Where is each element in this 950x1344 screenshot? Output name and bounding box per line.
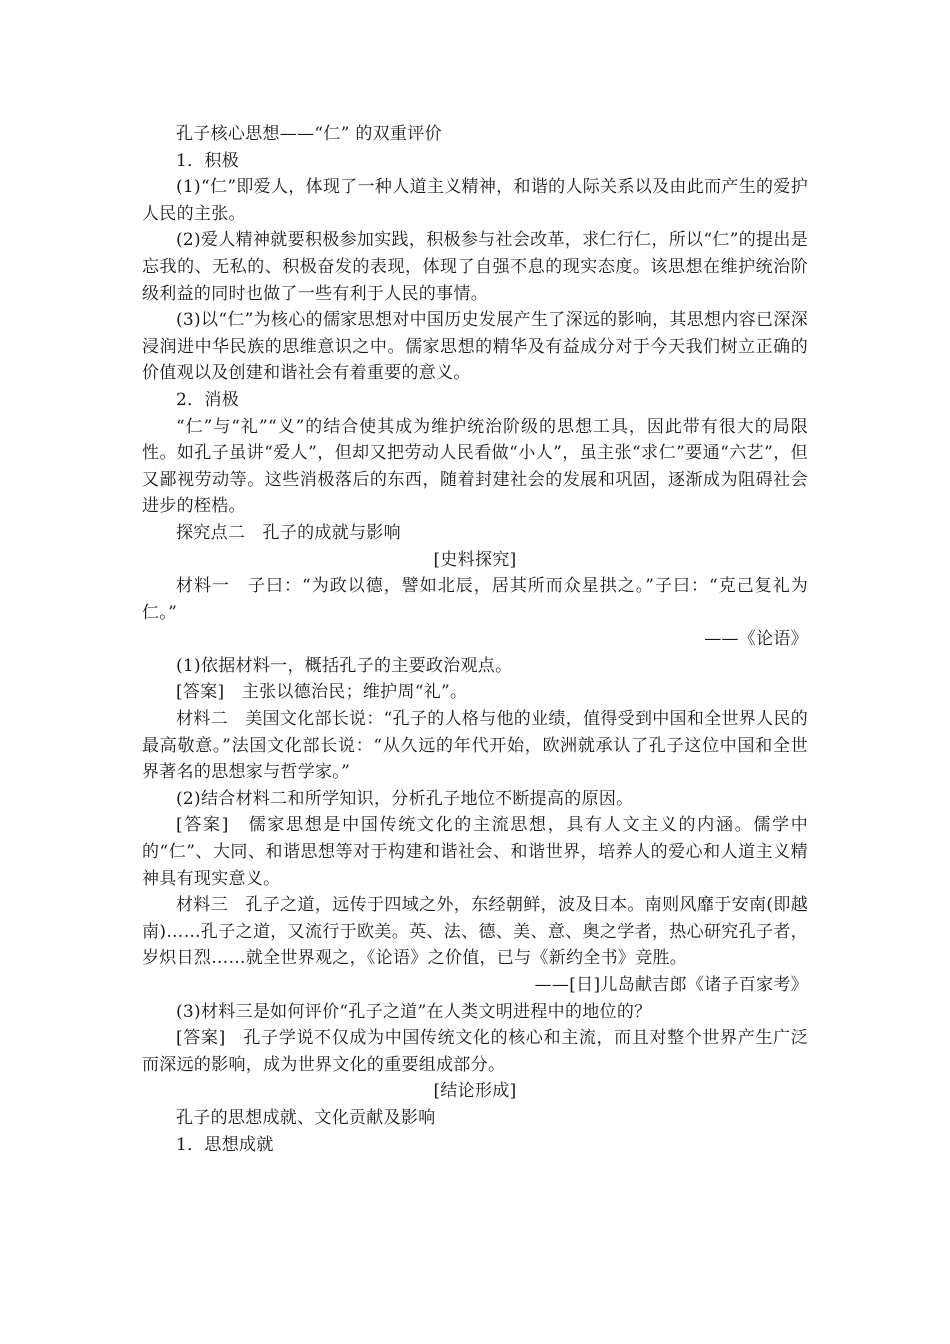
material-3-text: 材料三 孔子之道，远传于四域之外，东经朝鲜，波及日本。南则风靡于安南(即越南)……孔子之道，又流行于欧美。英、法、德、美、意、奥之学者，热心研究孔子者，岁炽日烈……就全世界观之，《论语》之价值，已与《新约全书》竞胜。 bbox=[142, 895, 808, 969]
material-3-source: ——[日]儿岛献吉郎《诸子百家考》 bbox=[534, 975, 808, 995]
positive-paragraph-3: (3)以“仁”为核心的儒家思想对中国历史发展产生了深远的影响，其思想内容已深深浸润进中华民族的思维意识之中。儒家思想的精华及有益成分对于今天我们树立正确的价值观以及创建和谐社会有着重要的意义。 bbox=[142, 310, 808, 384]
material-2-text: 材料二 美国文化部长说：“孔子的人格与他的业绩，值得受到中国和全世界人民的最高敬意。”法国文化部长说：“从久远的年代开始，欧洲就承认了孔子这位中国和全世界著名的思想家与哲学家。” bbox=[142, 709, 808, 783]
question-3: (3)材料三是如何评价“孔子之道”在人类文明进程中的地位的？ bbox=[176, 1001, 652, 1022]
positive-heading: 1．积极 bbox=[176, 150, 240, 171]
answer-2: [答案] 儒家思想是中国传统文化的主流思想，具有人文主义的内涵。儒学中的“仁”、大同、和谐思想等对于构建和谐社会、和谐世界，培养人的爱心和人道主义精神具有现实意义。 bbox=[142, 815, 808, 889]
positive-paragraph-1: (1)“仁”即爱人，体现了一种人道主义精神，和谐的人际关系以及由此而产生的爱护人民的主张。 bbox=[142, 177, 808, 224]
question-1: (1)依据材料一，概括孔子的主要政治观点。 bbox=[176, 655, 513, 676]
negative-paragraph: “仁”与“礼”“义”的结合使其成为维护统治阶级的思想工具，因此带有很大的局限性。如孔子虽讲“爱人”，但却又把劳动人民看做“小人”，虽主张“求仁”要通“六艺”，但又鄙视劳动等。这些消极落后的东西，随着封建社会的发展和巩固，逐渐成为阻碍社会进步的桎梏。 bbox=[142, 416, 808, 517]
inquiry-heading: 探究点二 孔子的成就与影响 bbox=[176, 522, 401, 543]
history-label: [史料探究] bbox=[433, 549, 517, 570]
material-1-text: 材料一 子曰：“为政以德，譬如北辰，居其所而众星拱之。”子曰：“克己复礼为仁。” bbox=[142, 576, 808, 623]
section-heading: 孔子核心思想——“仁” 的双重评价 bbox=[176, 124, 442, 144]
negative-heading: 2．消极 bbox=[176, 389, 240, 410]
answer-3: [答案] 孔子学说不仅成为中国传统文化的核心和主流，而且对整个世界产生广泛而深远的影响，成为世界文化的重要组成部分。 bbox=[142, 1028, 808, 1075]
document-body bbox=[142, 121, 808, 1158]
material-1-source: ——《论语》 bbox=[704, 629, 808, 650]
conclusion-label: [结论形成] bbox=[433, 1081, 517, 1102]
positive-paragraph-2: (2)爱人精神就要积极参加实践，积极参与社会改革，求仁行仁，所以“仁”的提出是忘我的、无私的、积极奋发的表现，体现了自强不息的现实态度。该思想在维护统治阶级利益的同时也做了一些有利于人民的事情。 bbox=[142, 230, 808, 304]
achievement-heading: 1．思想成就 bbox=[176, 1134, 274, 1155]
conclusion-heading: 孔子的思想成就、文化贡献及影响 bbox=[176, 1107, 436, 1128]
question-2: (2)结合材料二和所学知识，分析孔子地位不断提高的原因。 bbox=[176, 788, 634, 809]
answer-1: [答案] 主张以德治民；维护周“礼”。 bbox=[176, 682, 468, 703]
